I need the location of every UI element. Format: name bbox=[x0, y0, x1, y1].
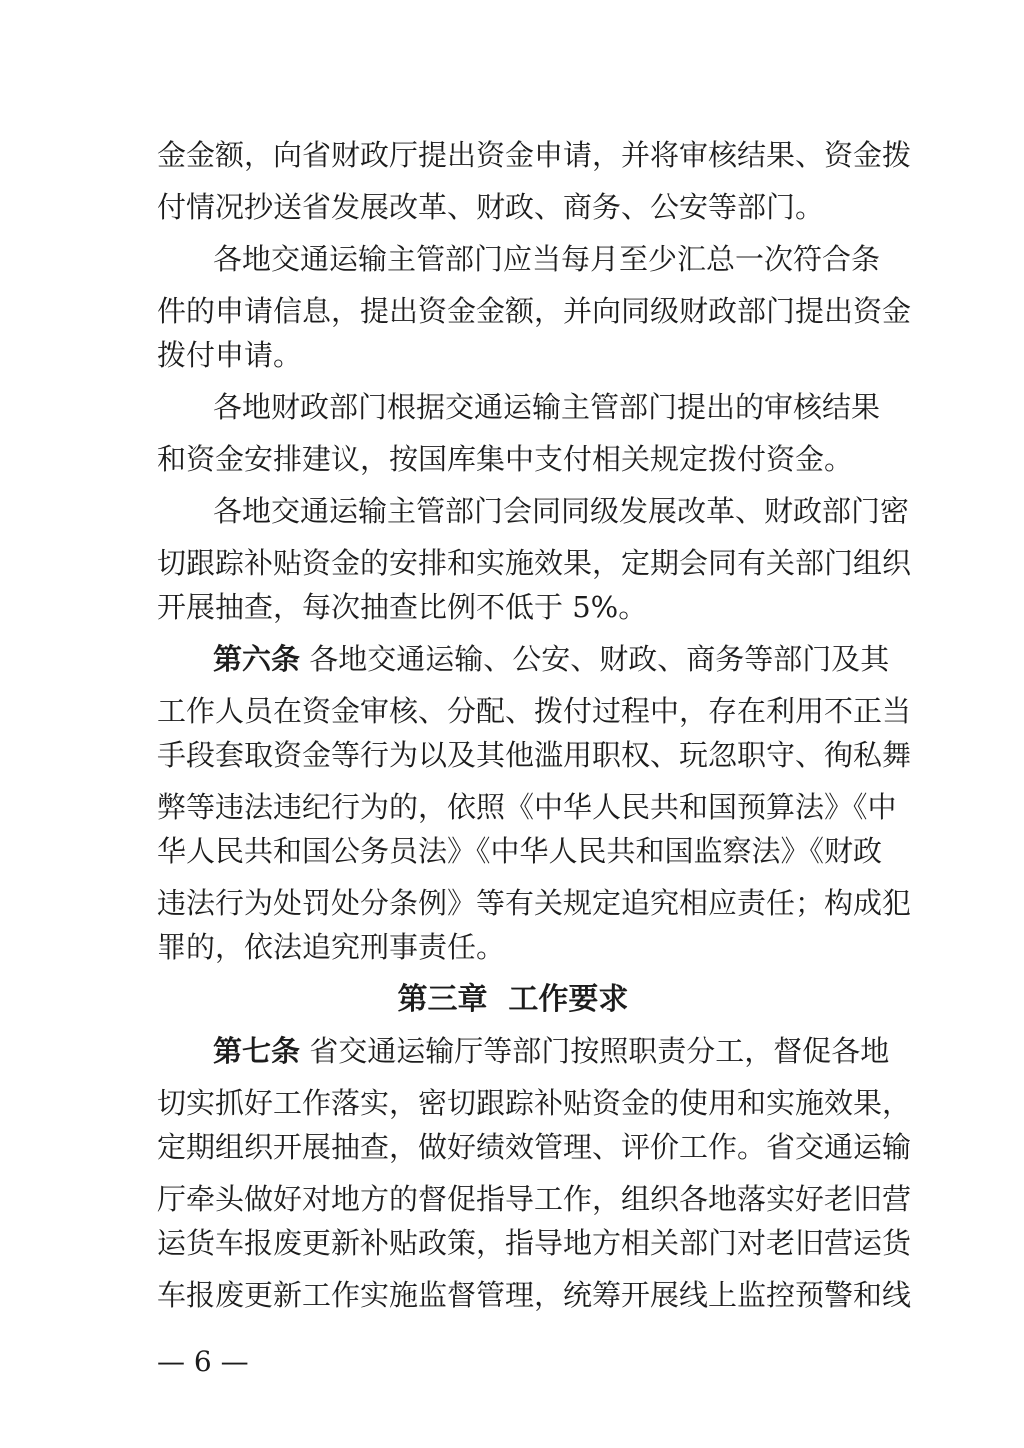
body-text-line: 违法行为处罚处分条例》等有关规定追究相应责任；构成犯 bbox=[157, 886, 912, 920]
body-text-line: 金金额，向省财政厅提出资金申请，并将审核结果、资金拨 bbox=[157, 138, 912, 172]
body-text-segment: 各地交通运输、公安、财政、商务等部门及其 bbox=[300, 642, 890, 676]
body-text-line: 华人民共和国公务员法》《中华人民共和国监察法》《财政 bbox=[157, 834, 883, 868]
article-7-label: 第七条 bbox=[213, 1034, 301, 1068]
page-number: — 6 — bbox=[157, 1345, 249, 1378]
body-text-line: 手段套取资金等行为以及其他滥用职权、玩忽职守、徇私舞 bbox=[157, 738, 912, 772]
body-text-line: 件的申请信息，提出资金金额，并向同级财政部门提出资金 bbox=[157, 294, 912, 328]
body-text-line: 工作人员在资金审核、分配、拨付过程中，存在利用不正当 bbox=[157, 694, 912, 728]
body-text-line: 切跟踪补贴资金的安排和实施效果，定期会同有关部门组织 bbox=[157, 546, 912, 580]
body-text-line: 车报废更新工作实施监督管理，统筹开展线上监控预警和线 bbox=[157, 1278, 912, 1312]
article-6-label: 第六条 bbox=[213, 642, 301, 676]
body-text-segment: 省交通运输厅等部门按照职责分工，督促各地 bbox=[300, 1034, 890, 1068]
body-text-line: 罪的，依法追究刑事责任。 bbox=[157, 930, 506, 964]
body-text-line: 切实抓好工作落实，密切跟踪补贴资金的使用和实施效果， bbox=[157, 1086, 912, 1120]
body-text-line: 运货车报废更新补贴政策，指导地方相关部门对老旧营运货 bbox=[157, 1226, 912, 1260]
body-text-line: 开展抽查，每次抽查比例不低于 5%。 bbox=[157, 590, 648, 624]
chapter-title: 第三章 工作要求 bbox=[397, 982, 629, 1017]
body-text-line: 和资金安排建议，按国库集中支付相关规定拨付资金。 bbox=[157, 442, 854, 476]
article-6-first-line bbox=[213, 638, 890, 680]
body-text-line: 各地财政部门根据交通运输主管部门提出的审核结果 bbox=[213, 390, 881, 424]
body-text-line: 弊等违法违纪行为的，依照《中华人民共和国预算法》《中 bbox=[157, 790, 897, 824]
body-text-line: 各地交通运输主管部门会同同级发展改革、财政部门密 bbox=[213, 494, 910, 528]
body-text-line: 各地交通运输主管部门应当每月至少汇总一次符合条 bbox=[213, 242, 881, 276]
body-text-line: 拨付申请。 bbox=[157, 338, 303, 372]
body-text-line: 付情况抄送省发展改革、财政、商务、公安等部门。 bbox=[157, 190, 825, 224]
body-text-line: 厅牵头做好对地方的督促指导工作，组织各地落实好老旧营 bbox=[157, 1182, 912, 1216]
article-7-first-line bbox=[213, 1030, 890, 1072]
body-text-line: 定期组织开展抽查，做好绩效管理、评价工作。省交通运输 bbox=[157, 1130, 912, 1164]
